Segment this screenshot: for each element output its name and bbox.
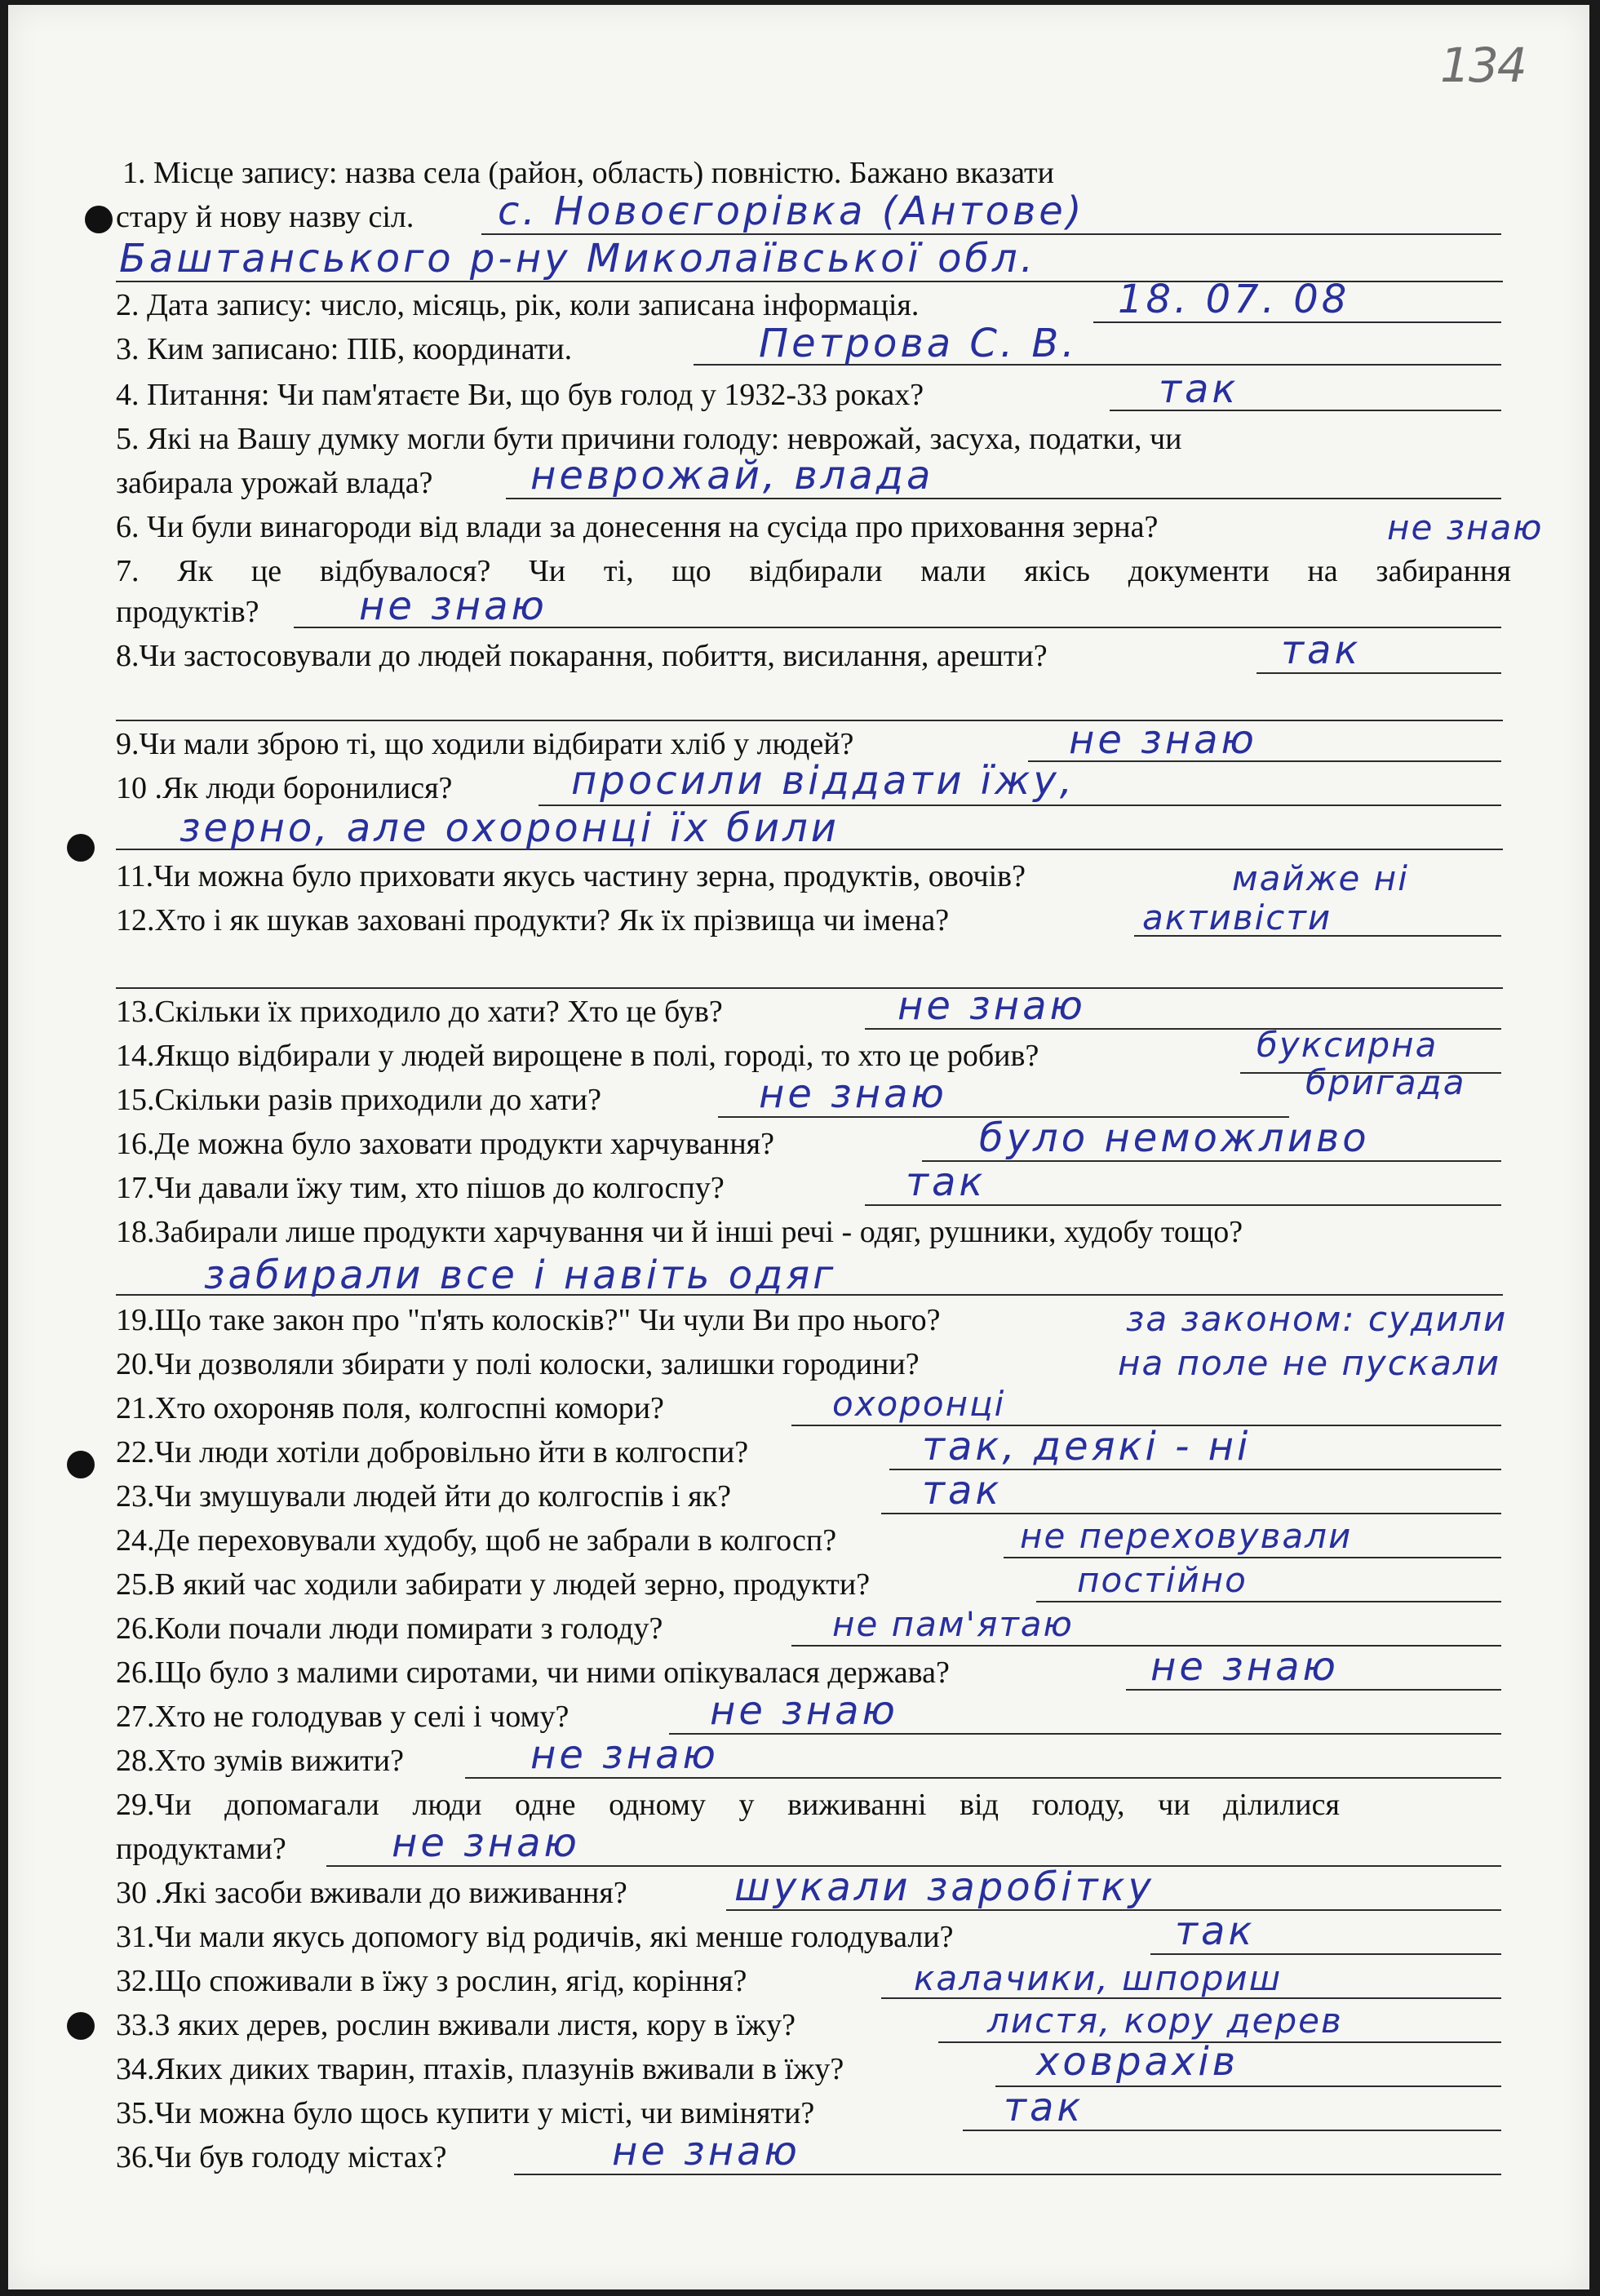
question-1-line-2: стару й нову назву сіл. xyxy=(116,200,414,234)
answer-26-a: не пам'ятаю xyxy=(832,1604,1074,1644)
question-5-line-2: забирала урожай влада? xyxy=(116,466,433,500)
answer-17: так xyxy=(906,1159,986,1205)
question-16: 16.Де можна було заховати продукти харчування? xyxy=(116,1127,775,1161)
answer-10-line-2: зерно, але охоронці їх били xyxy=(180,805,840,851)
answer-30: шукали заробітку xyxy=(734,1864,1155,1910)
answer-14-line-1: буксирна xyxy=(1257,1025,1438,1065)
answer-10-line-1: просили віддати їжу, xyxy=(571,758,1076,804)
page-number: 134 xyxy=(1440,38,1526,93)
question-35: 35.Чи можна було щось купити у місті, чи виміняти? xyxy=(116,2096,815,2130)
question-2: 2. Дата запису: число, місяць, рік, коли записана інформація. xyxy=(116,288,920,322)
question-4: 4. Питання: Чи пам'ятаєте Ви, що був голод у 1932-33 роках? xyxy=(116,378,924,412)
question-27: 27.Хто не голодував у селі і чому? xyxy=(116,1700,570,1734)
answer-28: не знаю xyxy=(530,1732,719,1778)
question-26-a: 26.Коли почали люди помирати з голоду? xyxy=(116,1611,663,1646)
answer-7: не знаю xyxy=(359,583,547,629)
answer-14-line-2: бригада xyxy=(1305,1062,1466,1102)
question-19: 19.Що таке закон про "п'ять колосків?" Чи чули Ви про нього? xyxy=(116,1303,941,1337)
question-10: 10 .Як люди боронилися? xyxy=(116,771,453,805)
answer-11: майже ні xyxy=(1232,858,1409,898)
question-30: 30 .Які засоби вживали до виживання? xyxy=(116,1876,627,1910)
question-6: 6. Чи були винагороди від влади за донесення на сусіда про приховання зерна? xyxy=(116,510,1159,544)
question-9: 9.Чи мали зброю ті, що ходили відбирати хліб у людей? xyxy=(116,727,854,761)
answer-23: так xyxy=(922,1468,1003,1514)
answer-line xyxy=(116,987,1503,989)
answer-1-district: Баштанського р-ну Миколаївської обл. xyxy=(119,236,1036,281)
answer-12: активісти xyxy=(1142,898,1332,937)
question-36: 36.Чи був голоду містах? xyxy=(116,2140,447,2174)
question-23: 23.Чи змушували людей йти до колгоспів і як? xyxy=(116,1479,731,1514)
answer-25: постійно xyxy=(1077,1560,1248,1600)
answer-26-b: не знаю xyxy=(1150,1644,1339,1690)
question-26-b: 26.Що було з малими сиротами, чи ними опікувалася держава? xyxy=(116,1656,950,1690)
answer-18: забирали все і навіть одяг xyxy=(204,1252,837,1298)
answer-31: так xyxy=(1175,1908,1256,1954)
question-11: 11.Чи можна було приховати якусь частину зерна, продуктів, овочів? xyxy=(116,859,1026,893)
question-7-line-2: продуктів? xyxy=(116,595,259,629)
answer-line xyxy=(1004,1557,1501,1558)
question-31: 31.Чи мали якусь допомогу від родичів, які менше голодували? xyxy=(116,1920,954,1954)
answer-32: калачики, шпориш xyxy=(914,1958,1283,1998)
question-8: 8.Чи застосовували до людей покарання, побиття, висилання, арешти? xyxy=(116,639,1048,673)
answer-4: так xyxy=(1159,366,1239,412)
question-29-line-1: 29.Чи допомагали люди одне одному у виживанні від голоду, чи ділилися xyxy=(116,1788,1340,1822)
question-13: 13.Скільки їх приходило до хати? Хто це був? xyxy=(116,995,723,1029)
answer-3-recorder: Петрова С. В. xyxy=(759,321,1078,366)
questionnaire-page xyxy=(8,5,1589,2289)
answer-29: не знаю xyxy=(392,1820,580,1866)
question-20: 20.Чи дозволяли збирати у полі колоски, залишки городини? xyxy=(116,1347,920,1381)
question-17: 17.Чи давали їжу тим, хто пішов до колгоспу? xyxy=(116,1171,725,1205)
punch-hole xyxy=(85,206,113,233)
question-25: 25.В який час ходили забирати у людей зерно, продукти? xyxy=(116,1567,871,1602)
question-24: 24.Де переховували худобу, щоб не забрали в колгосп? xyxy=(116,1523,837,1558)
answer-2-date: 18. 07. 08 xyxy=(1118,277,1350,322)
punch-hole xyxy=(67,1451,95,1478)
question-5-line-1: 5. Які на Вашу думку могли бути причини голоду: неврожай, засуха, податки, чи xyxy=(116,422,1182,456)
answer-24: не переховували xyxy=(1020,1516,1353,1556)
question-29-line-2: продуктами? xyxy=(116,1832,286,1866)
question-18: 18.Забирали лише продукти харчування чи й інші речі - одяг, рушники, худобу тощо? xyxy=(116,1215,1243,1249)
answer-36: не знаю xyxy=(612,2129,800,2174)
punch-hole xyxy=(67,834,95,862)
answer-13: не знаю xyxy=(898,983,1086,1029)
question-33: 33.З яких дерев, рослин вживали листя, кору в їжу? xyxy=(116,2008,796,2042)
answer-35: так xyxy=(1004,2085,1084,2130)
answer-27: не знаю xyxy=(710,1688,898,1734)
answer-line xyxy=(116,720,1503,721)
answer-9: не знаю xyxy=(1069,717,1257,763)
answer-15: не знаю xyxy=(759,1071,947,1117)
answer-33: листя, кору дерев xyxy=(987,2001,1343,2041)
question-15: 15.Скільки разів приходили до хати? xyxy=(116,1083,601,1117)
answer-8: так xyxy=(1281,627,1362,673)
question-28: 28.Хто зумів вижити? xyxy=(116,1744,404,1778)
answer-1-place: с. Новоєгорівка (Антове) xyxy=(498,188,1085,234)
question-21: 21.Хто охороняв поля, колгоспні комори? xyxy=(116,1391,664,1425)
question-22: 22.Чи люди хотіли добровільно йти в колгоспи? xyxy=(116,1435,749,1469)
question-32: 32.Що споживали в їжу з рослин, ягід, коріння? xyxy=(116,1964,747,1998)
answer-19: за законом: судили xyxy=(1126,1299,1508,1339)
question-14: 14.Якщо відбирали у людей вирощене в полі, городі, то хто це робив? xyxy=(116,1039,1039,1073)
question-1-line-1: 1. Місце запису: назва села (район, область) повністю. Бажано вказати xyxy=(122,156,1055,190)
answer-21: охоронці xyxy=(832,1384,1006,1424)
answer-line xyxy=(1036,1601,1501,1602)
answer-16: було неможливо xyxy=(979,1115,1370,1161)
punch-hole xyxy=(67,2012,95,2040)
answer-6: не знаю xyxy=(1387,508,1544,547)
answer-5: неврожай, влада xyxy=(530,453,934,499)
answer-22: так, деякі - ні xyxy=(922,1424,1252,1469)
question-7-line-1: 7. Як це відбувалося? Чи ті, що відбирали мали якісь документи на забирання xyxy=(116,554,1511,588)
question-34: 34.Яких диких тварин, птахів, плазунів вживали в їжу? xyxy=(116,2052,844,2086)
answer-34: ховрахів xyxy=(1036,2039,1239,2085)
question-12: 12.Хто і як шукав заховані продукти? Як їх прізвища чи імена? xyxy=(116,903,950,937)
answer-line xyxy=(791,1645,1501,1647)
answer-20: на поле не пускали xyxy=(1118,1343,1501,1383)
question-3: 3. Ким записано: ПІБ, координати. xyxy=(116,332,573,366)
